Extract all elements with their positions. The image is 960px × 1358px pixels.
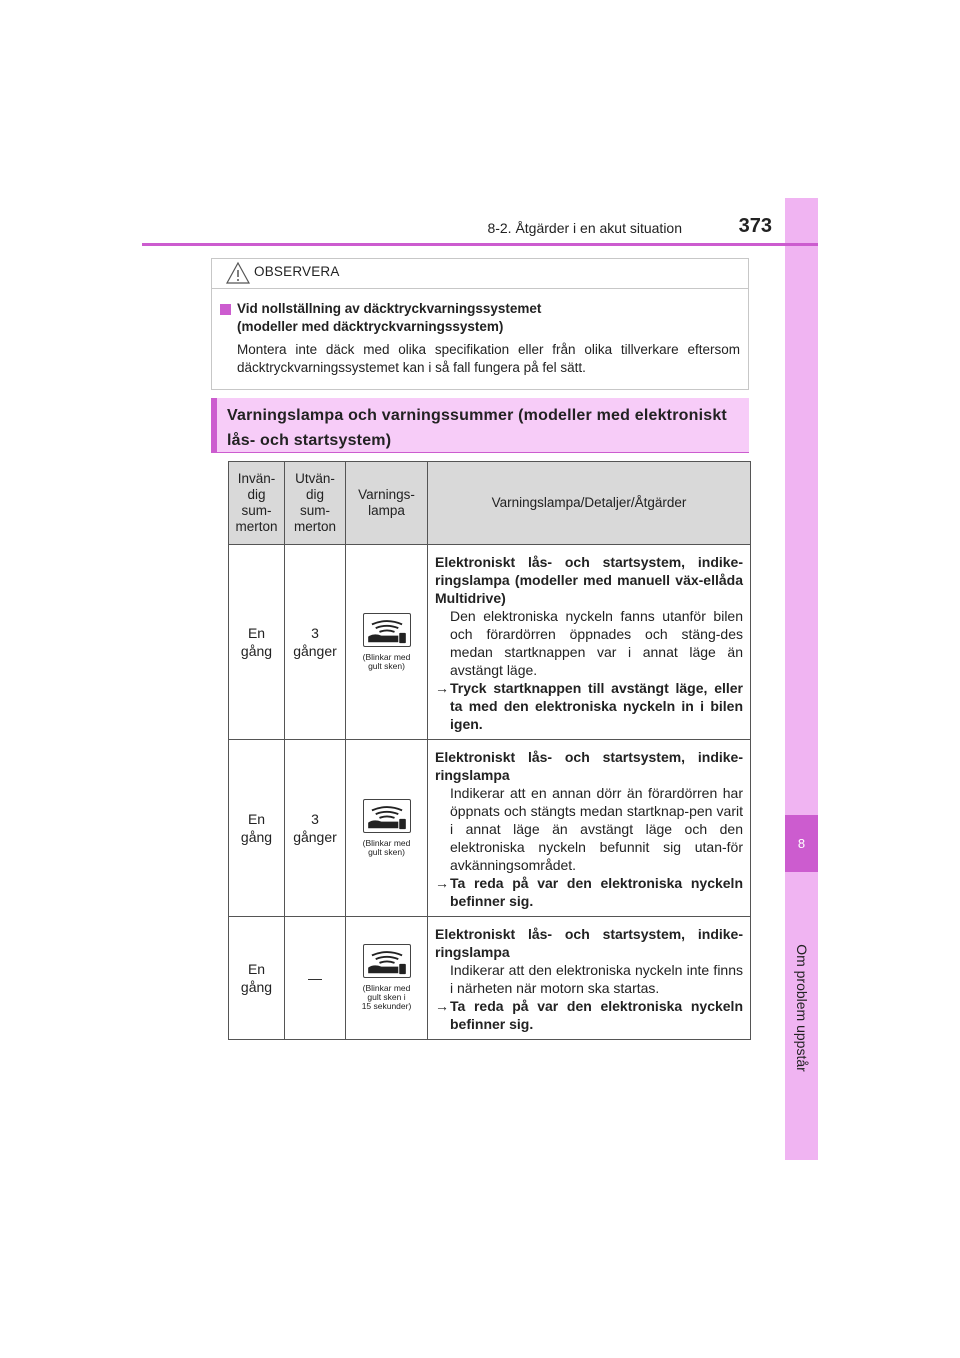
caution-text: Montera inte däck med olika specifikation eller från olika tillverkare eftersom däcktryckvarningssystemet kan i så fall fungera på fel sätt. (237, 342, 740, 375)
section-heading-text: Varningslampa och varningssummer (modeller med elektroniskt lås- och startsystem) (227, 407, 727, 449)
caution-subheading (220, 300, 740, 336)
arrow-right-icon: → (435, 998, 449, 1014)
cell-interior: En gång (229, 917, 285, 1040)
detail-title: Elektroniskt lås- och startsystem, indike-ringslampa (435, 749, 743, 783)
caution-header (212, 259, 748, 289)
table-row (229, 917, 751, 1040)
table-header-row (229, 462, 751, 545)
warning-triangle-icon (225, 261, 251, 285)
cell-lamp (346, 740, 428, 917)
section-heading (211, 398, 749, 453)
key-warning-icon (363, 613, 411, 647)
arrow-right-icon: → (435, 875, 449, 891)
cell-exterior: — (285, 917, 346, 1040)
cell-interior: En gång (229, 545, 285, 740)
table-row (229, 545, 751, 740)
detail-action-text: Tryck startknappen till avstängt läge, eller ta med den elektroniska nyckeln in i bilen igen. (450, 680, 743, 732)
chapter-title (785, 888, 818, 1128)
arrow-right-icon: → (435, 680, 449, 696)
detail-title: Elektroniskt lås- och startsystem, indike-ringslampa (modeller med manuell väx-ellåda Multidrive) (435, 554, 743, 606)
key-warning-icon (363, 944, 411, 978)
detail-action (435, 997, 743, 1033)
detail-description: Indikerar att den elektroniska nyckeln inte finns i närheten när motorn ska startas. (450, 962, 743, 996)
caution-box (211, 258, 749, 390)
page-number: 373 (738, 215, 772, 237)
warning-table (228, 461, 751, 1040)
header-exterior-buzzer: Utvän- dig sum- merton (285, 462, 346, 545)
cell-details (428, 740, 751, 917)
chapter-number: 8 (785, 815, 818, 872)
detail-action-text: Ta reda på var den elektroniska nyckeln befinner sig. (450, 998, 743, 1032)
key-warning-icon (363, 799, 411, 833)
header-interior-buzzer: Invän- dig sum- merton (229, 462, 285, 545)
bullet-square-icon (220, 304, 231, 315)
caution-subheading-line2: (modeller med däcktryckvarningssystem) (237, 319, 504, 334)
table-row (229, 740, 751, 917)
header-details: Varningslampa/Detaljer/Åtgärder (428, 462, 751, 545)
detail-action-text: Ta reda på var den elektroniska nyckeln befinner sig. (450, 875, 743, 909)
lamp-note: (Blinkar med gult sken i 15 sekunder) (361, 983, 412, 1011)
chapter-side-tab (785, 198, 818, 1160)
chapter-title-text: Om problem uppstår (793, 944, 810, 1072)
cell-exterior: 3 gånger (285, 545, 346, 740)
detail-title: Elektroniskt lås- och startsystem, indike-ringslampa (435, 926, 743, 960)
cell-details (428, 545, 751, 740)
section-title: 8-2. Åtgärder i en akut situation (487, 220, 682, 236)
detail-description: Indikerar att en annan dörr än förardörren har öppnats och stängts medan startknap-pen varit i annat läge än avstängt läge och den elektroniska nyckeln befunnit sig utan-för avkänningsområdet. (450, 785, 743, 873)
lamp-note: (Blinkar med gult sken) (362, 651, 411, 671)
cell-interior: En gång (229, 740, 285, 917)
cell-lamp (346, 917, 428, 1040)
caution-subheading-line1: Vid nollställning av däcktryckvarningssystemet (237, 301, 542, 316)
header-warning-lamp: Varnings- lampa (346, 462, 428, 545)
detail-action (435, 679, 743, 733)
cell-lamp (346, 545, 428, 740)
lamp-note: (Blinkar med gult sken) (362, 837, 411, 857)
cell-exterior: 3 gånger (285, 740, 346, 917)
cell-details (428, 917, 751, 1040)
caution-label: OBSERVERA (254, 264, 340, 279)
detail-description: Den elektroniska nyckeln fanns utanför bilen och förardörren öppnades och stäng-des medan startknappen var i annat läge än avstängt läge. (450, 608, 743, 678)
detail-action (435, 874, 743, 910)
header-rule (142, 243, 818, 246)
